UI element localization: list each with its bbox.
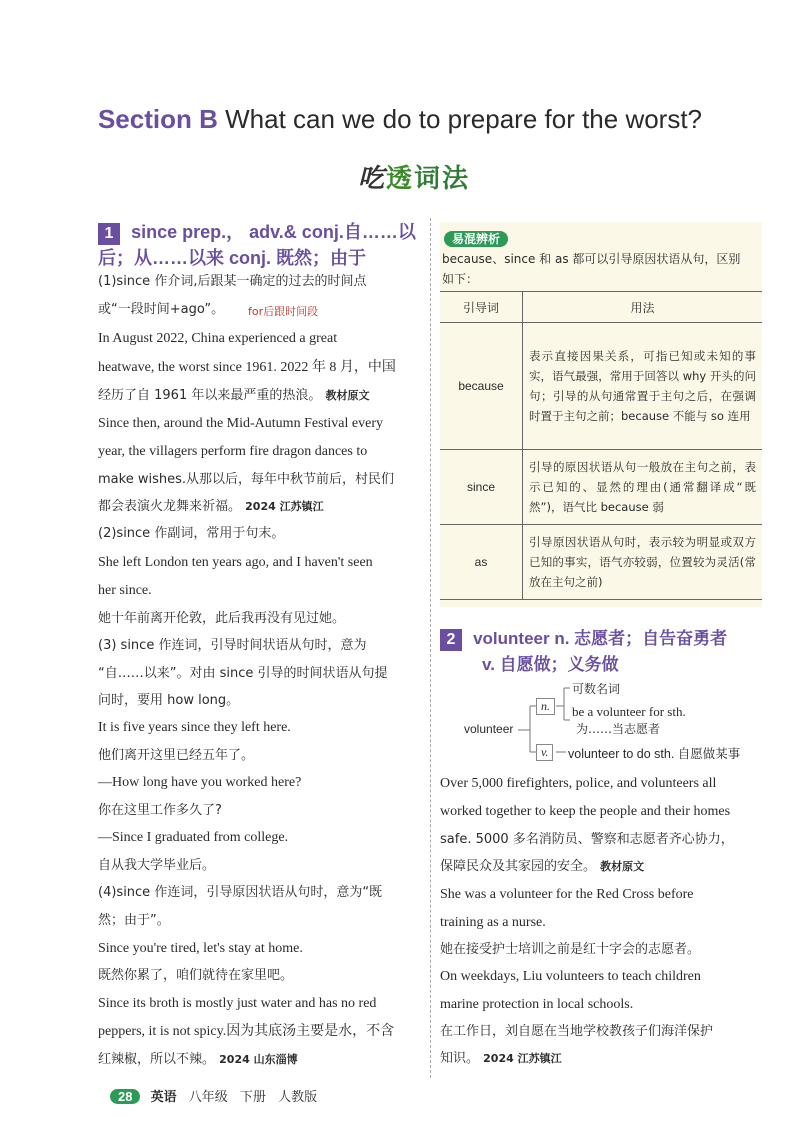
item1-number: 1 [98,223,120,245]
tip-intro [440,247,762,291]
item2-number: 2 [440,629,462,651]
word-diagram [440,680,760,766]
table-cell: as [440,525,523,600]
page-number: 28 [110,1089,140,1104]
text-line: 她在接受护士培训之前是红十字会的志愿者。 [440,942,701,957]
table-row [440,525,762,600]
footer-subject: 英语 [150,1090,177,1105]
footer-edition: 人教版 [278,1090,318,1105]
text-line: Since you're tired, let's stay at home. [98,941,303,956]
margin-note: for后跟时间段 [248,305,319,318]
text-line: (2)since 作副词，常用于句末。 [98,526,285,541]
text-line: —How long have you worked here? [98,775,302,790]
text-line: It is five years since they left here. [98,720,291,735]
table-header-row [440,292,762,323]
text-line: “自……以来”。对由 since 引导的时间状语从句提 [98,666,388,681]
text-line: safe. 5000 多名消防员、警察和志愿者齐心协力， [440,832,734,847]
diagram-verb-1: volunteer to do sth. 自愿做某事 [568,747,741,761]
text-line: 她十年前离开伦敦，此后我再没有见过她。 [98,611,346,626]
logo-char-2: 透 [386,164,415,194]
text-line: peppers, it is not spicy.因为其底汤主要是水，不含 [98,1024,395,1039]
table-row [440,323,762,450]
diagram-noun-2: be a volunteer for sth. [572,704,686,719]
text-line: 红辣椒，所以不辣。 2024 山东淄博 [98,1052,298,1067]
source-tag: 教材原文 [325,389,370,402]
logo-char-3: 词法 [414,164,471,194]
text-line: 你在这里工作多久了? [98,803,222,818]
comparison-table [440,291,762,600]
page-footer [110,1086,317,1105]
text-line: her since. [98,583,152,598]
text-line: She left London ten years ago, and I haven't seen [98,555,373,570]
tip-intro-line1: because、since 和 as 都可以引导原因状语从句，区别 [442,252,741,266]
text-line: She was a volunteer for the Red Cross before [440,887,694,902]
text-line: 或“一段时间+ago”。 [98,302,225,317]
text-line: 自从我大学毕业后。 [98,858,216,873]
section-title [0,104,800,135]
item1-head-line1: since prep.， adv.& conj.自……以 [131,222,416,242]
text-line: In August 2022, China experienced a great [98,331,338,346]
text-line: make wishes.从那以后，每年中秋节前后，村民们 [98,472,394,487]
column-divider [430,218,431,1078]
diagram-noun-tag: n. [536,698,555,715]
item2-heading [440,624,770,675]
text-line: On weekdays, Liu volunteers to teach children [440,969,701,984]
table-cell: because [440,323,523,450]
tip-box [440,222,762,607]
item2-head-line2: v. 自愿做；义务做 [482,655,619,674]
diagram-noun-1: 可数名词 [572,682,621,696]
text-line: worked together to keep the people and their homes [440,804,731,819]
text-line: (3) since 作连词，引导时间状语从句时，意为 [98,638,367,653]
source-tag: 2024 江苏镇江 [245,500,324,513]
source-tag: 2024 山东淄博 [219,1053,298,1066]
text-line: (1)since 作介词,后跟某一确定的过去的时间点 [98,274,367,289]
diagram-verb-tag: v. [536,744,553,761]
text-line: training as a nurse. [440,915,546,930]
text-line: Since its broth is mostly just water and has no red [98,996,377,1011]
footer-grade: 八年级 [188,1090,228,1105]
text-line: —Since I graduated from college. [98,830,289,845]
table-cell: 引导原因状语从句时，表示较为明显或双方已知的事实，语气亦较弱，位置较为灵活(常放在主句之前) [523,525,763,600]
text-line: Since then, around the Mid-Autumn Festival every [98,416,383,431]
text-line: marine protection in local schools. [440,997,634,1012]
text-line: 经历了自 1961 年以来最严重的热浪。 教材原文 [98,388,370,403]
table-header: 引导词 [440,292,523,323]
section-question: What can we do to prepare for the worst? [225,104,703,134]
diagram-noun-3: 为……当志愿者 [576,722,661,736]
table-cell: 引导的原因状语从句一般放在主句之前，表示已知的、显然的理由(通常翻译成“既然”)，语气比 because 弱 [523,450,763,525]
text-line: 保障民众及其家园的安全。 教材原文 [440,859,645,874]
logo-char-1: 吃 [358,164,387,194]
text-line: 然；由于”。 [98,913,170,928]
table-header: 用法 [523,292,763,323]
text-line: 在工作日，刘自愿在当地学校教孩子们海洋保护 [440,1024,714,1039]
item1-body [98,272,420,1072]
footer-term: 下册 [239,1090,266,1105]
text-line: 他们离开这里已经五年了。 [98,748,255,763]
text-line: heatwave, the worst since 1961. 2022 年 8 月，中国 [98,360,396,375]
item2-head-line1: volunteer n. 志愿者；自告奋勇者 [473,629,728,648]
table-row [440,450,762,525]
table-cell: 表示直接因果关系，可指已知或未知的事实，语气最强，常用于回答以 why 开头的问句；引导的从句通常置于主句之后，在强调时置于主句之前；because 不能与 so 连用 [523,323,763,450]
source-tag: 教材原文 [600,860,645,873]
item1-head-line2: 后；从……以来 conj. 既然；由于 [98,248,367,268]
diagram-root-word: volunteer [464,722,514,736]
section-label: Section B [97,104,218,134]
tip-intro-line2: 如下： [442,272,479,286]
text-line: (4)since 作连词，引导原因状语从句时，意为“既 [98,885,383,900]
text-line: 问时，要用 how long。 [98,693,240,708]
text-line: 都会表演火龙舞来祈福。 2024 江苏镇江 [98,499,324,514]
text-line: Over 5,000 firefighters, police, and volunteers all [440,776,717,791]
table-cell: since [440,450,523,525]
item2-body [440,774,760,1074]
text-line: 既然你累了，咱们就待在家里吧。 [98,968,294,983]
text-line: 知识。 2024 江苏镇江 [440,1051,562,1066]
tip-tag: 易混辨析 [444,231,508,247]
logo [358,158,470,195]
item1-heading [98,218,428,270]
text-line: year, the villagers perform fire dragon dances to [98,444,368,459]
source-tag: 2024 江苏镇江 [483,1052,562,1065]
